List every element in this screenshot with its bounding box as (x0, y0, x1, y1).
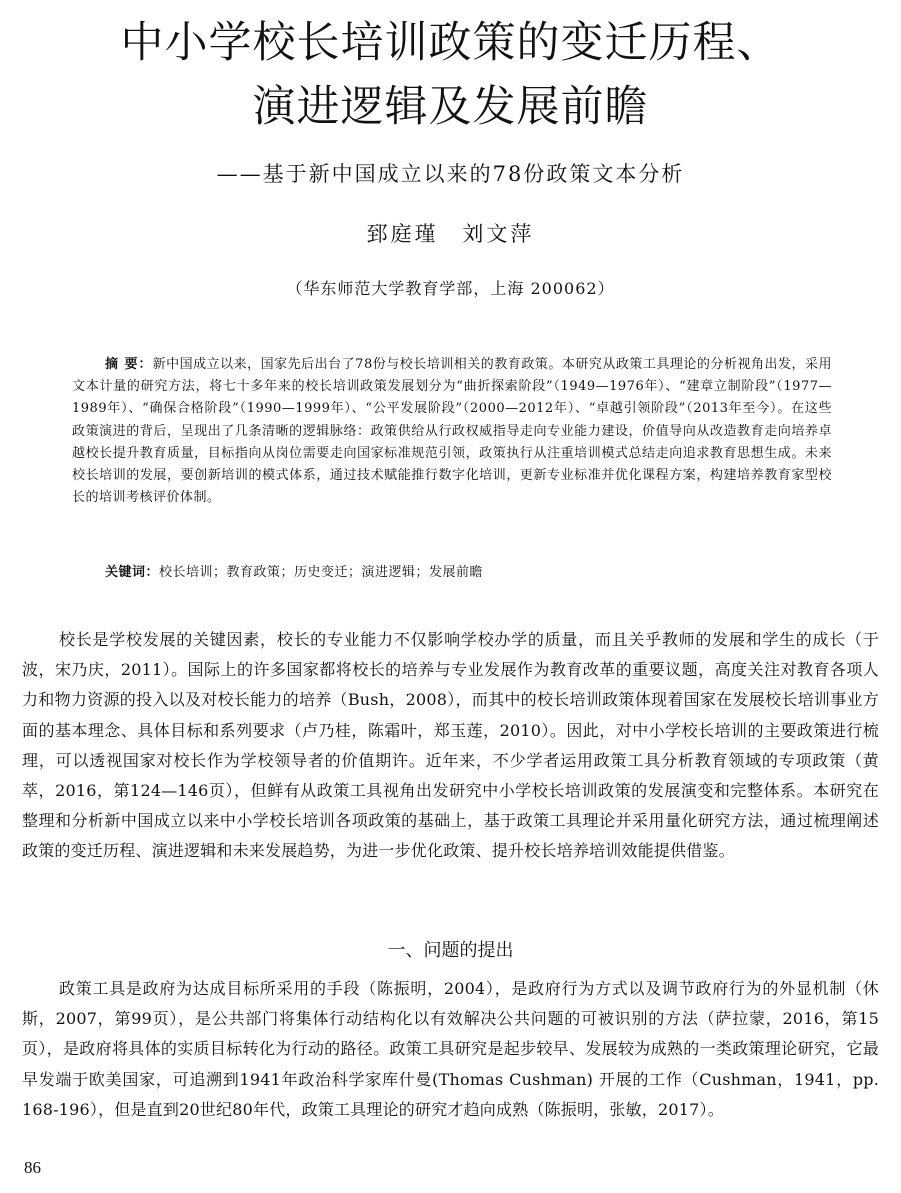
authors: 郅庭瑾 刘文萍 (366, 222, 535, 246)
title-line-2: 演进逻辑及发展前瞻 (252, 82, 649, 132)
subtitle: ——基于新中国成立以来的78份政策文本分析 (216, 162, 685, 186)
affiliation: （华东师范大学教育学部，上海 200062） (286, 279, 615, 298)
abstract-label: 摘 要： (105, 357, 153, 372)
section-heading: 一、问题的提出 (387, 940, 514, 961)
keywords-text: 校长培训；教育政策；历史变迁；演进逻辑；发展前瞻 (159, 565, 484, 580)
abstract (72, 354, 832, 509)
title-line-1: 中小学校长培训政策的变迁历程、 (120, 18, 781, 68)
page-number: 86 (24, 1158, 41, 1177)
abstract-text: 新中国成立以来，国家先后出台了78份与校长培训相关的教育政策。本研究从政策工具理论的分析视角出发，采用文本计量的研究方法，将七十多年来的校长培训政策发展划分为“曲折探索阶段”（1949—1976年）、“建章立制阶段”（1977—1989年）、“确保合格阶段”（1990—1999年）、“公平发展阶段”（2000—2012年）、“卓越引领阶段”（2013年至今）。在这些政策演进的背后，呈现出了几条清晰的逻辑脉络：政策供给从行政权威指导走向专业能力建设，价值导向从改造教育走向培养卓越校长提升教育质量，目标指向从岗位需要走向国家标准规范引领，政策执行从注重培训模式总结走向追求教育思想生成。未来校长培训的发展，要创新培训的模式体系，通过技术赋能推行数字化培训，更新专业标准并优化课程方案，构建培养教育家型校长的培训考核评价体制。 (72, 357, 832, 506)
keywords-label: 关键词： (105, 565, 160, 580)
body-paragraph-1: 校长是学校发展的关键因素，校长的专业能力不仅影响学校办学的质量，而且关乎教师的发展和学生的成长（于波，宋乃庆，2011）。国际上的许多国家都将校长的培养与专业发展作为教育改革的重要议题，高度关注对教育各项人力和物力资源的投入以及对校长能力的培养（Bush，2008），而其中的校长培训政策体现着国家在发展校长培训事业方面的基本理念、具体目标和系列要求（卢乃桂，陈霜叶，郑玉莲，2010）。因此，对中小学校长培训的主要政策进行梳理，可以透视国家对校长作为学校领导者的价值期许。近年来，不少学者运用政策工具分析教育领域的专项政策（黄萃，2016，第124—146页），但鲜有从政策工具视角出发研究中小学校长培训政策的发展演变和完整体系。本研究在整理和分析新中国成立以来中小学校长培训各项政策的基础上，基于政策工具理论并采用量化研究方法，通过梳理阐述政策的变迁历程、演进逻辑和未来发展趋势，为进一步优化政策、提升校长培养培训效能提供借鉴。 (22, 630, 879, 861)
keywords (105, 562, 832, 584)
body-paragraph-2: 政策工具是政府为达成目标所采用的手段（陈振明，2004），是政府行为方式以及调节政府行为的外显机制（休斯，2007，第99页），是公共部门将集体行动结构化以有效解决公共问题的可被识别的方法（萨拉蒙，2016，第15页），是政府将具体的实质目标转化为行动的路径。政策工具研究是起步较早、发展较为成熟的一类政策理论研究，它最早发端于欧美国家，可追溯到1941年政治科学家库什曼(Thomas Cushman) 开展的工作（Cushman，1941，pp. 168-196），但是直到20世纪80年代，政策工具理论的研究才趋向成熟（陈振明，张敏，2017）。 (22, 979, 879, 1119)
